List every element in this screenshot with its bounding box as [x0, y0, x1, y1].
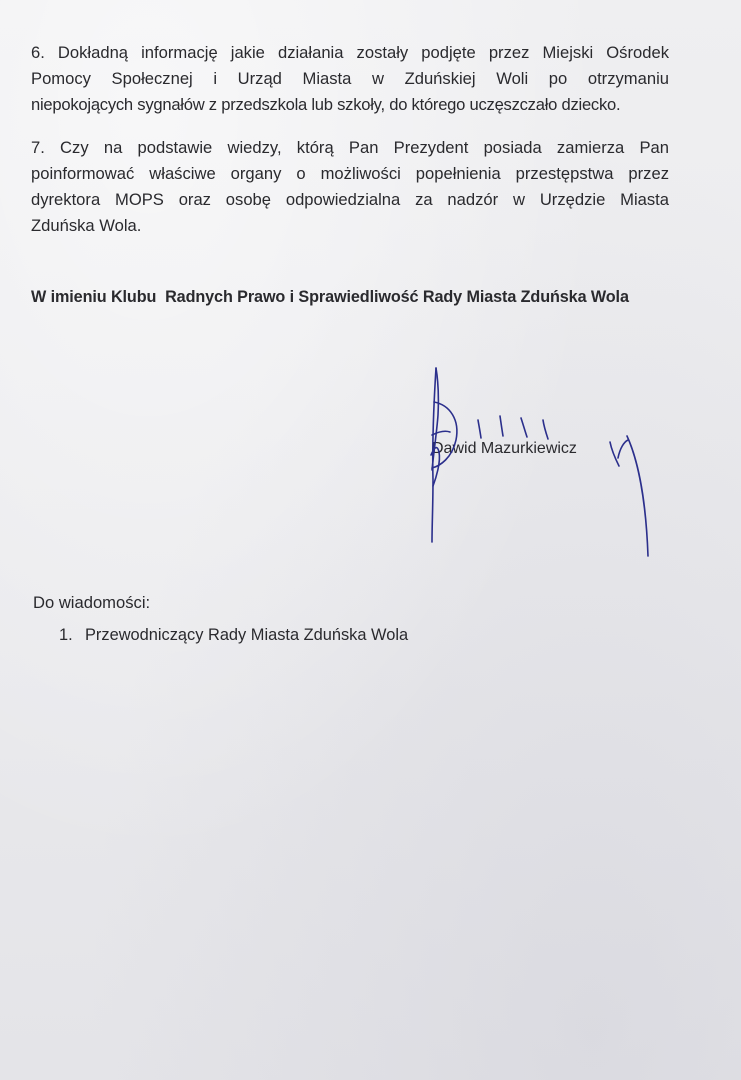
paragraph-line: poinformować właściwe organy o możliwości popełnienia przestępstwa przez	[31, 164, 669, 183]
list-item	[59, 626, 408, 645]
closing-line: W imieniu Klubu Radnych Prawo i Sprawiedliwość Rady Miasta Zduńska Wola	[31, 288, 629, 306]
paragraph-item-7	[31, 135, 669, 239]
paragraph-line: Pomocy Społecznej i Urząd Miasta w Zduńskiej Woli po otrzymaniu	[31, 69, 669, 88]
paragraph-item-6	[31, 40, 669, 118]
paragraph-line: Zduńska Wola.	[31, 216, 142, 235]
cc-label: Do wiadomości:	[33, 593, 151, 612]
list-item-number: 1.	[59, 626, 73, 644]
paragraph-line: dyrektora MOPS oraz osobę odpowiedzialna za nadzór w Urzędzie Miasta	[31, 190, 669, 209]
paragraph-line: 7. Czy na podstawie wiedzy, którą Pan Prezydent posiada zamierza Pan	[31, 138, 669, 157]
list-item-text: Przewodniczący Rady Miasta Zduńska Wola	[85, 626, 409, 644]
cc-list	[59, 626, 408, 645]
paragraph-line: niepokojących sygnałów z przedszkola lub szkoły, do którego uczęszczało dziecko.	[31, 95, 621, 114]
handwritten-signature	[420, 360, 670, 570]
signer-name: Dawid Mazurkiewicz	[432, 440, 577, 457]
paragraph-line: 6. Dokładną informację jakie działania zostały podjęte przez Miejski Ośrodek	[31, 43, 669, 62]
